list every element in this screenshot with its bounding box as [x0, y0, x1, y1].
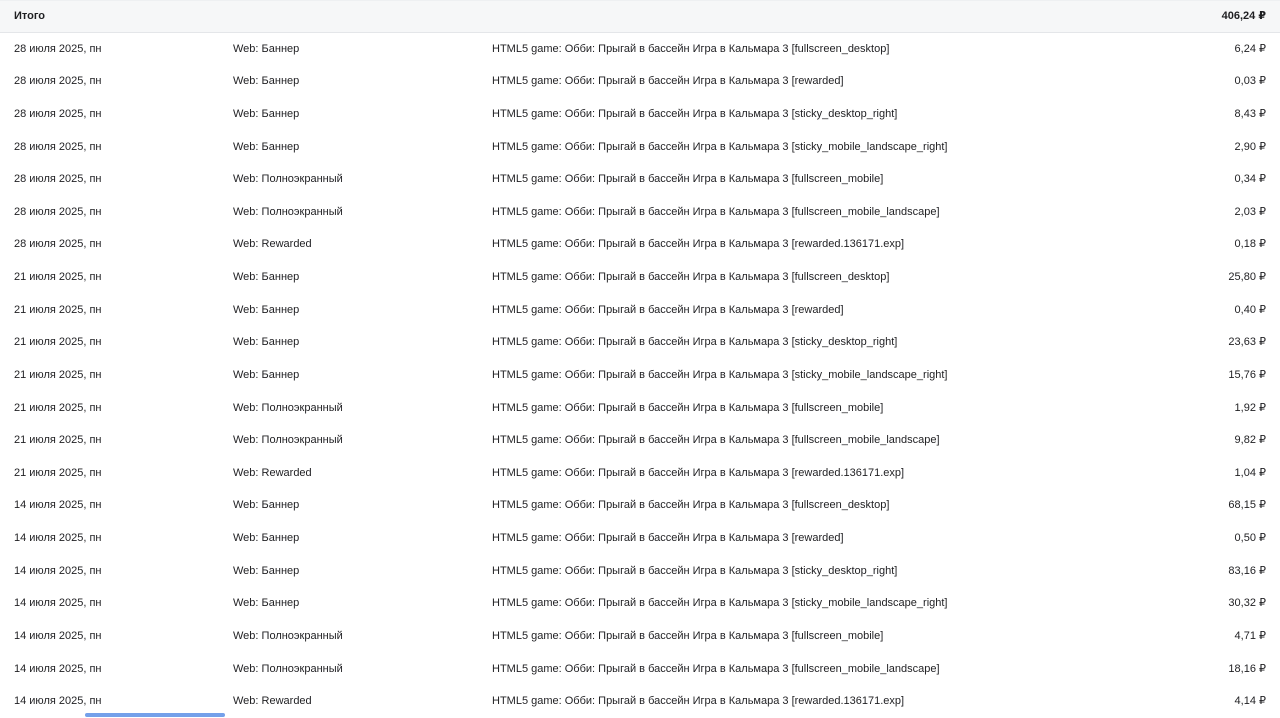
table-row	[0, 490, 1280, 523]
row-ad-type: Web: Баннер	[233, 107, 300, 120]
row-amount: 8,43 ₽	[1234, 107, 1266, 120]
row-ad-type: Web: Rewarded	[233, 238, 312, 251]
table-row	[0, 131, 1280, 164]
row-ad-type: Web: Rewarded	[233, 466, 312, 479]
table-row	[0, 98, 1280, 131]
row-date: 28 июля 2025, пн	[14, 42, 102, 55]
row-amount: 4,71 ₽	[1234, 629, 1266, 642]
table-row	[0, 359, 1280, 392]
row-amount: 25,80 ₽	[1228, 271, 1266, 284]
row-amount: 23,63 ₽	[1228, 336, 1266, 349]
row-amount: 68,15 ₽	[1228, 499, 1266, 512]
row-description: HTML5 game: Обби: Прыгай в бассейн Игра в Кальмара 3 [fullscreen_desktop]	[492, 42, 890, 55]
row-ad-type: Web: Баннер	[233, 336, 300, 349]
row-amount: 30,32 ₽	[1228, 597, 1266, 610]
row-description: HTML5 game: Обби: Прыгай в бассейн Игра в Кальмара 3 [fullscreen_desktop]	[492, 271, 890, 284]
table-row	[0, 555, 1280, 588]
row-ad-type: Web: Баннер	[233, 532, 300, 545]
row-date: 28 июля 2025, пн	[14, 238, 102, 251]
row-date: 14 июля 2025, пн	[14, 532, 102, 545]
row-ad-type: Web: Баннер	[233, 499, 300, 512]
row-description: HTML5 game: Обби: Прыгай в бассейн Игра в Кальмара 3 [fullscreen_mobile_landscape]	[492, 662, 940, 675]
table-row	[0, 392, 1280, 425]
row-amount: 1,92 ₽	[1234, 401, 1266, 414]
row-ad-type: Web: Баннер	[233, 271, 300, 284]
row-amount: 1,04 ₽	[1234, 466, 1266, 479]
row-description: HTML5 game: Обби: Прыгай в бассейн Игра в Кальмара 3 [fullscreen_mobile_landscape]	[492, 205, 940, 218]
row-date: 14 июля 2025, пн	[14, 629, 102, 642]
row-ad-type: Web: Баннер	[233, 597, 300, 610]
row-description: HTML5 game: Обби: Прыгай в бассейн Игра в Кальмара 3 [sticky_mobile_landscape_right]	[492, 368, 948, 381]
table-row	[0, 294, 1280, 327]
row-description: HTML5 game: Обби: Прыгай в бассейн Игра в Кальмара 3 [fullscreen_mobile]	[492, 629, 884, 642]
table-row	[0, 620, 1280, 653]
row-amount: 2,90 ₽	[1234, 140, 1266, 153]
row-amount: 6,24 ₽	[1234, 42, 1266, 55]
row-ad-type: Web: Баннер	[233, 140, 300, 153]
row-ad-type: Web: Баннер	[233, 368, 300, 381]
row-description: HTML5 game: Обби: Прыгай в бассейн Игра в Кальмара 3 [rewarded.136171.exp]	[492, 466, 905, 479]
row-description: HTML5 game: Обби: Прыгай в бассейн Игра в Кальмара 3 [rewarded]	[492, 532, 844, 545]
row-date: 28 июля 2025, пн	[14, 205, 102, 218]
row-amount: 2,03 ₽	[1234, 205, 1266, 218]
row-date: 21 июля 2025, пн	[14, 434, 102, 447]
table-row	[0, 164, 1280, 197]
row-date: 28 июля 2025, пн	[14, 107, 102, 120]
horizontal-scrollbar-thumb[interactable]	[85, 713, 225, 717]
row-description: HTML5 game: Обби: Прыгай в бассейн Игра в Кальмара 3 [sticky_mobile_landscape_right]	[492, 140, 948, 153]
row-ad-type: Web: Полноэкранный	[233, 205, 343, 218]
row-date: 28 июля 2025, пн	[14, 173, 102, 186]
row-date: 14 июля 2025, пн	[14, 597, 102, 610]
table-row	[0, 588, 1280, 621]
table-row	[0, 33, 1280, 66]
table-row	[0, 522, 1280, 555]
row-date: 14 июля 2025, пн	[14, 695, 102, 708]
row-ad-type: Web: Полноэкранный	[233, 434, 343, 447]
row-ad-type: Web: Баннер	[233, 75, 300, 88]
table-row	[0, 327, 1280, 360]
row-ad-type: Web: Rewarded	[233, 695, 312, 708]
row-amount: 4,14 ₽	[1234, 695, 1266, 708]
row-description: HTML5 game: Обби: Прыгай в бассейн Игра в Кальмара 3 [fullscreen_mobile]	[492, 401, 884, 414]
row-amount: 18,16 ₽	[1228, 662, 1266, 675]
row-date: 21 июля 2025, пн	[14, 336, 102, 349]
table-row	[0, 66, 1280, 99]
row-description: HTML5 game: Обби: Прыгай в бассейн Игра в Кальмара 3 [rewarded.136171.exp]	[492, 238, 905, 251]
row-amount: 0,34 ₽	[1234, 173, 1266, 186]
row-ad-type: Web: Баннер	[233, 42, 300, 55]
row-description: HTML5 game: Обби: Прыгай в бассейн Игра в Кальмара 3 [fullscreen_mobile]	[492, 173, 884, 186]
row-ad-type: Web: Полноэкранный	[233, 662, 343, 675]
row-description: HTML5 game: Обби: Прыгай в бассейн Игра в Кальмара 3 [fullscreen_mobile_landscape]	[492, 434, 940, 447]
row-amount: 0,40 ₽	[1234, 303, 1266, 316]
row-description: HTML5 game: Обби: Прыгай в бассейн Игра в Кальмара 3 [fullscreen_desktop]	[492, 499, 890, 512]
row-date: 21 июля 2025, пн	[14, 401, 102, 414]
row-description: HTML5 game: Обби: Прыгай в бассейн Игра в Кальмара 3 [sticky_desktop_right]	[492, 107, 898, 120]
row-date: 14 июля 2025, пн	[14, 564, 102, 577]
row-description: HTML5 game: Обби: Прыгай в бассейн Игра в Кальмара 3 [sticky_mobile_landscape_right]	[492, 597, 948, 610]
row-date: 21 июля 2025, пн	[14, 271, 102, 284]
table-row	[0, 196, 1280, 229]
total-row	[0, 0, 1280, 33]
table-row	[0, 457, 1280, 490]
row-amount: 15,76 ₽	[1228, 368, 1266, 381]
row-amount: 9,82 ₽	[1234, 434, 1266, 447]
row-date: 21 июля 2025, пн	[14, 303, 102, 316]
row-amount: 0,18 ₽	[1234, 238, 1266, 251]
table-row	[0, 229, 1280, 262]
row-date: 21 июля 2025, пн	[14, 368, 102, 381]
row-date: 28 июля 2025, пн	[14, 75, 102, 88]
table-row	[0, 425, 1280, 458]
row-description: HTML5 game: Обби: Прыгай в бассейн Игра в Кальмара 3 [rewarded.136171.exp]	[492, 695, 905, 708]
row-date: 14 июля 2025, пн	[14, 499, 102, 512]
table-row	[0, 653, 1280, 686]
row-ad-type: Web: Баннер	[233, 564, 300, 577]
row-description: HTML5 game: Обби: Прыгай в бассейн Игра в Кальмара 3 [sticky_desktop_right]	[492, 564, 898, 577]
row-description: HTML5 game: Обби: Прыгай в бассейн Игра в Кальмара 3 [rewarded]	[492, 303, 844, 316]
total-amount: 406,24 ₽	[1221, 9, 1266, 22]
row-ad-type: Web: Баннер	[233, 303, 300, 316]
table-body	[0, 33, 1280, 718]
row-amount: 83,16 ₽	[1228, 564, 1266, 577]
row-date: 14 июля 2025, пн	[14, 662, 102, 675]
row-date: 28 июля 2025, пн	[14, 140, 102, 153]
row-amount: 0,03 ₽	[1234, 75, 1266, 88]
row-ad-type: Web: Полноэкранный	[233, 629, 343, 642]
row-description: HTML5 game: Обби: Прыгай в бассейн Игра в Кальмара 3 [sticky_desktop_right]	[492, 336, 898, 349]
total-label: Итого	[14, 9, 46, 22]
row-ad-type: Web: Полноэкранный	[233, 401, 343, 414]
row-amount: 0,50 ₽	[1234, 532, 1266, 545]
row-ad-type: Web: Полноэкранный	[233, 173, 343, 186]
table-row	[0, 261, 1280, 294]
row-description: HTML5 game: Обби: Прыгай в бассейн Игра в Кальмара 3 [rewarded]	[492, 75, 844, 88]
row-date: 21 июля 2025, пн	[14, 466, 102, 479]
